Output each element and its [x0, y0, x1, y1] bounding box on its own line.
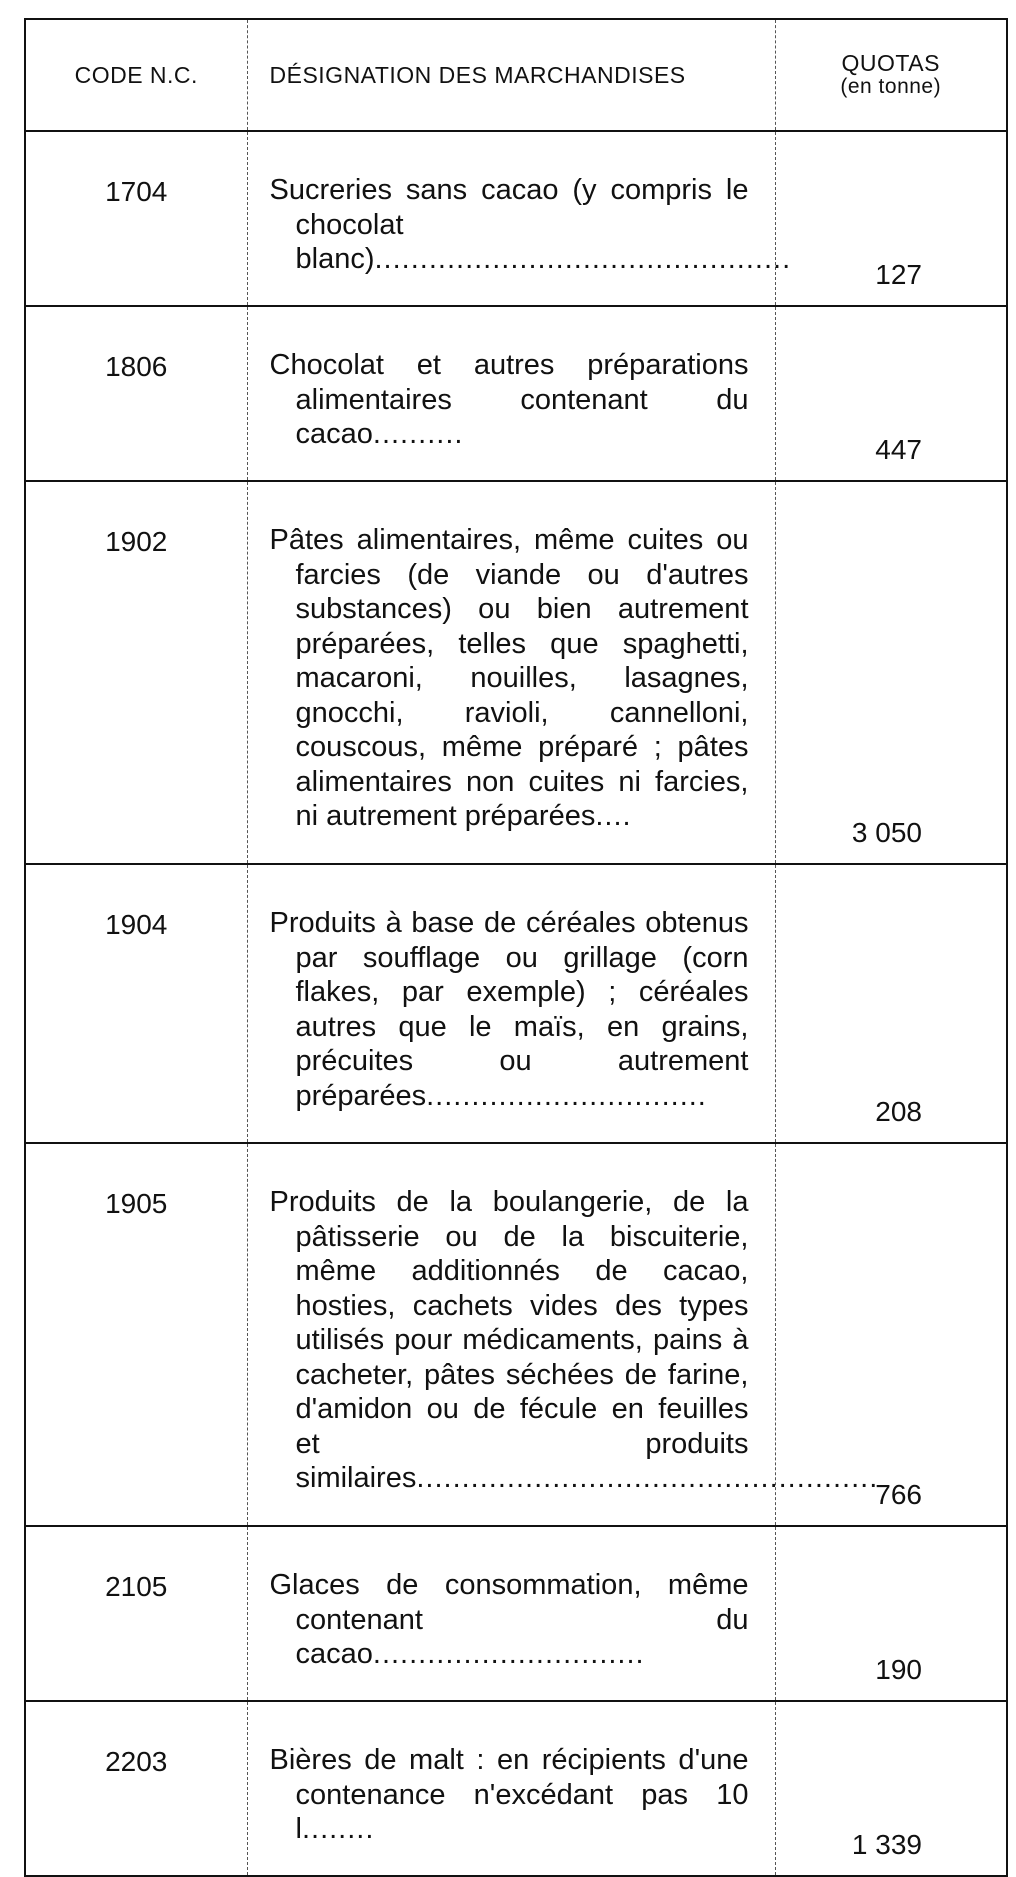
header-quotas-unit: (en tonne): [840, 75, 942, 98]
table-row: [25, 1526, 1007, 1701]
row-designation-text: Bières de malt : en récipients d'une contenance n'excédant pas 10 l: [269, 1744, 749, 1845]
table-row: [25, 481, 1007, 864]
row-quota: 3 050: [775, 481, 1007, 864]
table-row: [25, 864, 1007, 1143]
row-designation-text: Sucreries sans cacao (y compris le chocolat blanc): [269, 174, 749, 275]
row-code: 1806: [25, 306, 247, 481]
row-designation: [247, 481, 775, 864]
row-designation: [247, 1143, 879, 1526]
header-code: CODE N.C.: [25, 19, 247, 131]
row-designation: [247, 1526, 775, 1701]
row-designation-text: Chocolat et autres préparations alimentaires contenant du cacao: [269, 349, 749, 450]
row-designation: [247, 306, 775, 481]
row-leader-dots: ..............................: [372, 1638, 645, 1670]
row-leader-dots: ........: [301, 1813, 375, 1845]
table-row: [25, 306, 1007, 481]
row-code: 2105: [25, 1526, 247, 1701]
row-designation: [247, 1701, 775, 1876]
header-quotas-label: QUOTAS: [841, 50, 940, 76]
table-row: [25, 131, 1007, 306]
row-quota: 190: [775, 1526, 1007, 1701]
quota-table: [24, 18, 1008, 1877]
table-header: [25, 19, 1007, 131]
row-leader-dots: ...................................................: [416, 1462, 879, 1494]
header-quotas: [775, 19, 1007, 131]
row-quota: 127: [775, 131, 1007, 306]
row-quota: 447: [775, 306, 1007, 481]
row-quota: 208: [775, 864, 1007, 1143]
row-designation: [247, 864, 775, 1143]
row-designation-text: Glaces de consommation, même contenant du cacao: [269, 1569, 749, 1670]
row-code: 1704: [25, 131, 247, 306]
row-designation-text: Produits à base de céréales obtenus par soufflage ou grillage (corn flakes, par exemple) ; céréales autres que le maïs, en grains, précuites ou autrement préparées: [269, 907, 749, 1112]
row-designation: [247, 131, 792, 306]
table-row: [25, 1701, 1007, 1876]
row-quota: 1 339: [775, 1701, 1007, 1876]
row-code: 1905: [25, 1143, 247, 1526]
row-quota: 766: [775, 1143, 1007, 1526]
row-code: 1904: [25, 864, 247, 1143]
row-designation-text: Pâtes alimentaires, même cuites ou farcies (de viande ou d'autres substances) ou bien autrement préparées, telles que spaghetti, macaroni, nouilles, lasagnes, gnocchi, ravioli, cannelloni, couscous, même préparé ; pâtes alimentaires non cuites ni farcies, ni autrement préparées: [269, 524, 749, 832]
row-leader-dots: ...............................: [426, 1079, 707, 1112]
header-designation: DÉSIGNATION DES MARCHANDISES: [247, 19, 775, 131]
table-row: [25, 1143, 1007, 1526]
row-leader-dots: ....: [595, 800, 632, 832]
row-code: 2203: [25, 1701, 247, 1876]
row-designation-text: Produits de la boulangerie, de la pâtisserie ou de la biscuiterie, même additionnés de cacao, hosties, cachets vides des types utilisés pour médicaments, pains à cacheter, pâtes séchées de farine, d'amidon ou de fécule en feuilles et produits similaires: [269, 1186, 749, 1494]
row-code: 1902: [25, 481, 247, 864]
row-leader-dots: ..........: [372, 418, 464, 450]
table-body: [25, 131, 1007, 1876]
row-leader-dots: ..............................................: [374, 243, 792, 275]
